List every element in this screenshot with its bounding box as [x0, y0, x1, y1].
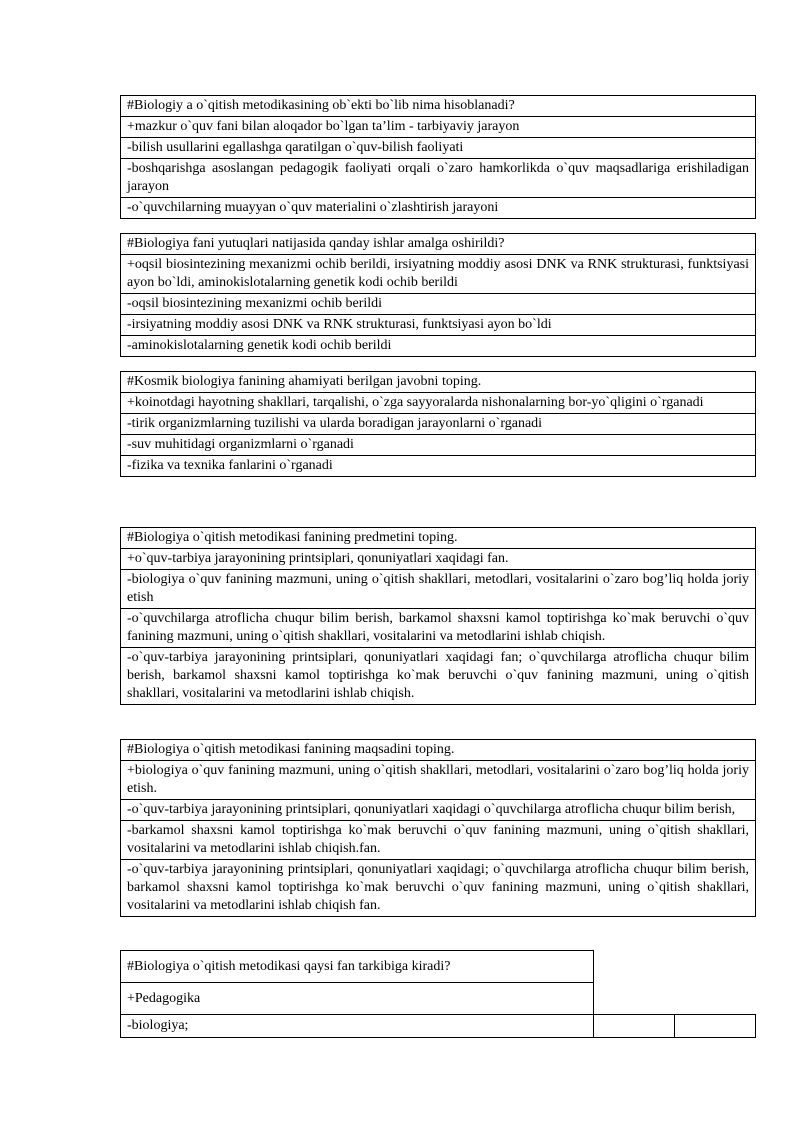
answer-option: -tirik organizmlarning tuzilishi va ularda boradigan jarayonlarni o`rganadi [121, 414, 756, 435]
answer-correct: +Pedagogika [121, 983, 594, 1015]
answer-option: -bilish usullarini egallashga qaratilgan o`quv-bilish faoliyati [121, 138, 756, 159]
question-text: #Biologiya o`qitish metodikasi qaysi fan tarkibiga kiradi? [121, 951, 594, 983]
answer-option: -o`quvchilarga atroflicha chuqur bilim berish, barkamol shaxsni kamol toptirishga ko`mak beruvchi o`quv fanining mazmuni, uning o`qitish shakllari, vositalarini va metodlarini ishlab chiqish. [121, 609, 756, 648]
empty-cell [594, 951, 756, 983]
answer-correct: +koinotdagi hayotning shakllari, tarqalishi, o`zga sayyoralarda nishonalarning bor-yo`qligini o`rganadi [121, 393, 756, 414]
answer-correct: +oqsil biosintezining mexanizmi ochib berildi, irsiyatning moddiy asosi DNK va RNK strukturasi, funktsiyasi ayon bo`ldi, aminokislotalarning genetik kodi ochib berildi [121, 255, 756, 294]
answer-correct: +mazkur o`quv fani bilan aloqador bo`lgan ta’lim - tarbiyaviy jarayon [121, 117, 756, 138]
question-table-3 [120, 371, 756, 477]
question-text: #Kosmik biologiya fanining ahamiyati berilgan javobni toping. [121, 372, 756, 393]
answer-correct: +biologiya o`quv fanining mazmuni, uning o`qitish shakllari, metodlari, vositalarini o`zaro bog’liq holda joriy etish. [121, 761, 756, 800]
question-text: #Biologiy a o`qitish metodikasining ob`ekti bo`lib nima hisoblanadi? [121, 96, 756, 117]
answer-option: -barkamol shaxsni kamol toptirishga ko`mak beruvchi o`quv fanining mazmuni, uning o`qitish shakllari, vositalarini va metodlarini ishlab chiqish.fan. [121, 821, 756, 860]
answer-option: -biologiya o`quv fanining mazmuni, uning o`qitish shakllari, metodlari, vositalarini o`zaro bog’liq holda joriy etish [121, 570, 756, 609]
answer-option: -o`quvchilarning muayyan o`quv materialini o`zlashtirish jarayoni [121, 198, 756, 219]
question-table-4 [120, 527, 756, 705]
answer-option: -aminokislotalarning genetik kodi ochib berildi [121, 336, 756, 357]
answer-option: -o`quv-tarbiya jarayonining printsiplari, qonuniyatlari xaqidagi fan; o`quvchilarga atroflicha chuqur bilim berish, barkamol shaxsni kamol toptirishga ko`mak beruvchi o`quv fanining mazmuni, uning o`qitish shakllari, vositalarini va metodlarini ishlab chiqish. [121, 648, 756, 705]
answer-option: -o`quv-tarbiya jarayonining printsiplari, qonuniyatlari xaqidagi; o`quvchilarga atroflicha chuqur bilim berish, barkamol shaxsni kamol toptirishga ko`mak beruvchi o`quv fanining mazmuni, uning o`qitish shakllari, vositalarini va metodlarini ishlab chiqish fan. [121, 860, 756, 917]
question-text: #Biologiya o`qitish metodikasi fanining maqsadini toping. [121, 740, 756, 761]
question-table-6 [120, 950, 756, 1038]
answer-option: -o`quv-tarbiya jarayonining printsiplari, qonuniyatlari xaqidagi o`quvchilarga atroflicha chuqur bilim berish, [121, 800, 756, 821]
question-text: #Biologiya fani yutuqlari natijasida qanday ishlar amalga oshirildi? [121, 234, 756, 255]
answer-option: -oqsil biosintezining mexanizmi ochib berildi [121, 294, 756, 315]
empty-cell [594, 1015, 675, 1038]
answer-option: -fizika va texnika fanlarini o`rganadi [121, 456, 756, 477]
answer-option: -boshqarishga asoslangan pedagogik faoliyati orqali o`zaro hamkorlikda o`quv maqsadlariga erishiladigan jarayon [121, 159, 756, 198]
empty-cell [594, 983, 756, 1015]
empty-cell [675, 1015, 756, 1038]
answer-option: -irsiyatning moddiy asosi DNK va RNK strukturasi, funktsiyasi ayon bo`ldi [121, 315, 756, 336]
question-table-2 [120, 233, 756, 357]
answer-option: -suv muhitidagi organizmlarni o`rganadi [121, 435, 756, 456]
question-table-1 [120, 95, 756, 219]
answer-correct: +o`quv-tarbiya jarayonining printsiplari, qonuniyatlari xaqidagi fan. [121, 549, 756, 570]
question-table-5 [120, 739, 756, 917]
answer-option: -biologiya; [121, 1015, 594, 1038]
question-text: #Biologiya o`qitish metodikasi fanining predmetini toping. [121, 528, 756, 549]
